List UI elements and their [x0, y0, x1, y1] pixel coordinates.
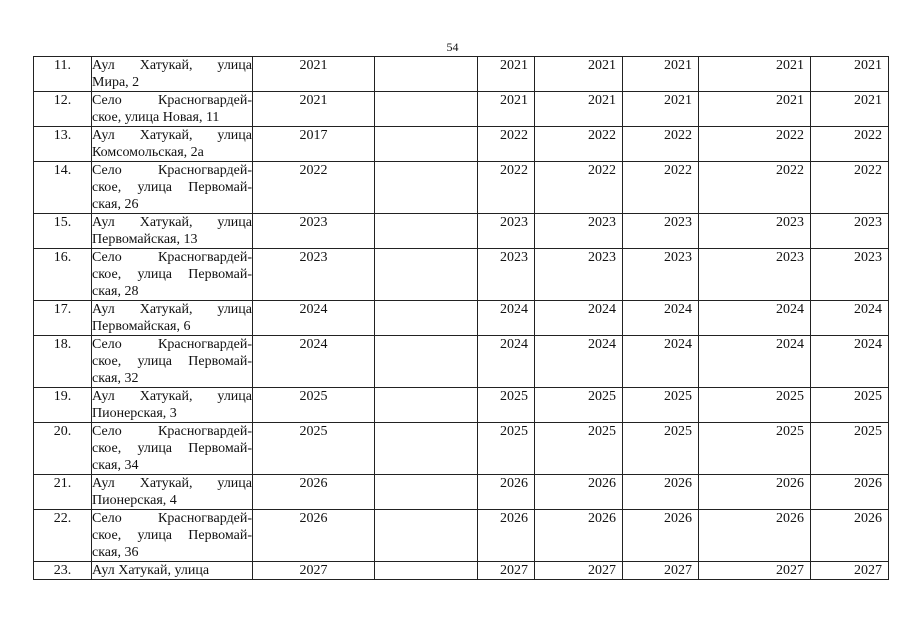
year-cell: 2022 — [811, 162, 889, 214]
year-cell: 2024 — [699, 336, 811, 388]
year-cell: 2025 — [699, 423, 811, 475]
empty-cell — [375, 57, 478, 92]
row-number: 18. — [34, 336, 92, 388]
address-line: Первомайская, 6 — [92, 319, 191, 334]
address-line: Село Красногвардей- — [92, 163, 252, 178]
row-number: 16. — [34, 249, 92, 301]
row-number: 21. — [34, 475, 92, 510]
start-year-cell: 2026 — [253, 510, 375, 562]
table-row — [34, 57, 889, 92]
year-cell: 2022 — [811, 127, 889, 162]
address-cell — [92, 301, 253, 336]
page-number: 54 — [446, 40, 459, 54]
address-line: ская, 28 — [92, 284, 139, 299]
row-number: 23. — [34, 562, 92, 580]
year-cell: 2021 — [478, 57, 535, 92]
address-line: Пионерская, 3 — [92, 406, 177, 421]
address-line: Аул Хатукай, улица — [92, 476, 252, 491]
address-cell — [92, 388, 253, 423]
year-cell: 2025 — [535, 423, 623, 475]
address-line: Село Красногвардей- — [92, 337, 252, 352]
year-cell: 2026 — [811, 475, 889, 510]
year-cell: 2027 — [623, 562, 699, 580]
address-line: Мира, 2 — [92, 75, 140, 90]
address-line: Аул Хатукай, улица — [92, 128, 252, 143]
row-number: 19. — [34, 388, 92, 423]
row-number: 11. — [34, 57, 92, 92]
start-year-cell: 2022 — [253, 162, 375, 214]
address-cell — [92, 127, 253, 162]
start-year-cell: 2027 — [253, 562, 375, 580]
address-line: Село Красногвардей- — [92, 250, 252, 265]
empty-cell — [375, 510, 478, 562]
year-cell: 2022 — [699, 127, 811, 162]
table-row — [34, 92, 889, 127]
address-cell — [92, 249, 253, 301]
year-cell: 2021 — [478, 92, 535, 127]
empty-cell — [375, 162, 478, 214]
empty-cell — [375, 301, 478, 336]
address-line: ское, улица Первомай- — [92, 180, 252, 195]
year-cell: 2024 — [623, 301, 699, 336]
year-cell: 2022 — [478, 127, 535, 162]
year-cell: 2021 — [535, 92, 623, 127]
address-cell — [92, 510, 253, 562]
table-row — [34, 475, 889, 510]
start-year-cell: 2021 — [253, 57, 375, 92]
year-cell: 2026 — [535, 475, 623, 510]
address-line: Аул Хатукай, улица — [92, 389, 252, 404]
year-cell: 2027 — [478, 562, 535, 580]
year-cell: 2026 — [623, 475, 699, 510]
year-cell: 2027 — [535, 562, 623, 580]
year-cell: 2025 — [623, 423, 699, 475]
address-cell — [92, 475, 253, 510]
address-line: Пионерская, 4 — [92, 493, 177, 508]
start-year-cell: 2023 — [253, 214, 375, 249]
year-cell: 2024 — [699, 301, 811, 336]
start-year-cell: 2017 — [253, 127, 375, 162]
year-cell: 2023 — [699, 249, 811, 301]
year-cell: 2021 — [699, 57, 811, 92]
address-line: Аул Хатукай, улица — [92, 58, 252, 73]
table-row — [34, 336, 889, 388]
year-cell: 2026 — [535, 510, 623, 562]
year-cell: 2022 — [478, 162, 535, 214]
year-cell: 2023 — [535, 249, 623, 301]
year-cell: 2026 — [699, 510, 811, 562]
year-cell: 2024 — [535, 336, 623, 388]
year-cell: 2024 — [623, 336, 699, 388]
address-line: Аул Хатукай, улица — [92, 302, 252, 317]
empty-cell — [375, 388, 478, 423]
address-line: ское, улица Первомай- — [92, 267, 252, 282]
year-cell: 2025 — [623, 388, 699, 423]
table-row — [34, 388, 889, 423]
row-number: 14. — [34, 162, 92, 214]
year-cell: 2021 — [811, 92, 889, 127]
year-cell: 2021 — [811, 57, 889, 92]
empty-cell — [375, 249, 478, 301]
address-line: ская, 36 — [92, 545, 139, 560]
address-cell — [92, 336, 253, 388]
row-number: 15. — [34, 214, 92, 249]
year-cell: 2025 — [478, 388, 535, 423]
year-cell: 2023 — [811, 249, 889, 301]
address-line: ское, улица Первомай- — [92, 528, 252, 543]
year-cell: 2026 — [623, 510, 699, 562]
year-cell: 2027 — [699, 562, 811, 580]
address-cell — [92, 423, 253, 475]
start-year-cell: 2024 — [253, 336, 375, 388]
address-line: Село Красногвардей- — [92, 424, 252, 439]
year-cell: 2022 — [699, 162, 811, 214]
start-year-cell: 2024 — [253, 301, 375, 336]
year-cell: 2023 — [623, 249, 699, 301]
address-cell — [92, 57, 253, 92]
year-cell: 2024 — [811, 301, 889, 336]
year-cell: 2022 — [535, 127, 623, 162]
table-row — [34, 127, 889, 162]
row-number: 22. — [34, 510, 92, 562]
address-line: ская, 34 — [92, 458, 139, 473]
year-cell: 2024 — [811, 336, 889, 388]
year-cell: 2021 — [623, 57, 699, 92]
empty-cell — [375, 475, 478, 510]
year-cell: 2024 — [478, 336, 535, 388]
start-year-cell: 2025 — [253, 388, 375, 423]
empty-cell — [375, 336, 478, 388]
row-number: 20. — [34, 423, 92, 475]
year-cell: 2025 — [699, 388, 811, 423]
year-cell: 2023 — [811, 214, 889, 249]
year-cell: 2023 — [623, 214, 699, 249]
year-cell: 2026 — [699, 475, 811, 510]
year-cell: 2024 — [535, 301, 623, 336]
table-row — [34, 214, 889, 249]
empty-cell — [375, 127, 478, 162]
year-cell: 2024 — [478, 301, 535, 336]
address-line: ское, улица Новая, 11 — [92, 110, 220, 125]
year-cell: 2023 — [478, 214, 535, 249]
row-number: 12. — [34, 92, 92, 127]
year-cell: 2027 — [811, 562, 889, 580]
schedule-table — [33, 56, 889, 580]
year-cell: 2022 — [623, 162, 699, 214]
empty-cell — [375, 92, 478, 127]
start-year-cell: 2026 — [253, 475, 375, 510]
table-row — [34, 562, 889, 580]
year-cell: 2021 — [535, 57, 623, 92]
table-row — [34, 249, 889, 301]
year-cell: 2021 — [623, 92, 699, 127]
year-cell: 2025 — [535, 388, 623, 423]
table-row — [34, 162, 889, 214]
year-cell: 2025 — [811, 423, 889, 475]
address-line: ское, улица Первомай- — [92, 354, 252, 369]
address-line: ская, 32 — [92, 371, 139, 386]
year-cell: 2026 — [478, 510, 535, 562]
address-cell — [92, 162, 253, 214]
year-cell: 2022 — [623, 127, 699, 162]
address-line: Село Красногвардей- — [92, 93, 252, 108]
empty-cell — [375, 214, 478, 249]
year-cell: 2026 — [811, 510, 889, 562]
empty-cell — [375, 562, 478, 580]
address-line: ская, 26 — [92, 197, 139, 212]
row-number: 13. — [34, 127, 92, 162]
address-line: Аул Хатукай, улица — [92, 215, 252, 230]
empty-cell — [375, 423, 478, 475]
year-cell: 2025 — [811, 388, 889, 423]
table-row — [34, 423, 889, 475]
year-cell: 2022 — [535, 162, 623, 214]
address-cell — [92, 562, 253, 580]
year-cell: 2023 — [478, 249, 535, 301]
start-year-cell: 2025 — [253, 423, 375, 475]
address-cell — [92, 92, 253, 127]
table-row — [34, 301, 889, 336]
row-number: 17. — [34, 301, 92, 336]
address-line: Первомайская, 13 — [92, 232, 198, 247]
address-line: Комсомольская, 2а — [92, 145, 204, 160]
year-cell: 2023 — [699, 214, 811, 249]
address-line: ское, улица Первомай- — [92, 441, 252, 456]
address-line: Аул Хатукай, улица — [92, 563, 210, 578]
table-row — [34, 510, 889, 562]
address-line: Село Красногвардей- — [92, 511, 252, 526]
year-cell: 2021 — [699, 92, 811, 127]
start-year-cell: 2023 — [253, 249, 375, 301]
address-cell — [92, 214, 253, 249]
start-year-cell: 2021 — [253, 92, 375, 127]
year-cell: 2026 — [478, 475, 535, 510]
year-cell: 2025 — [478, 423, 535, 475]
year-cell: 2023 — [535, 214, 623, 249]
